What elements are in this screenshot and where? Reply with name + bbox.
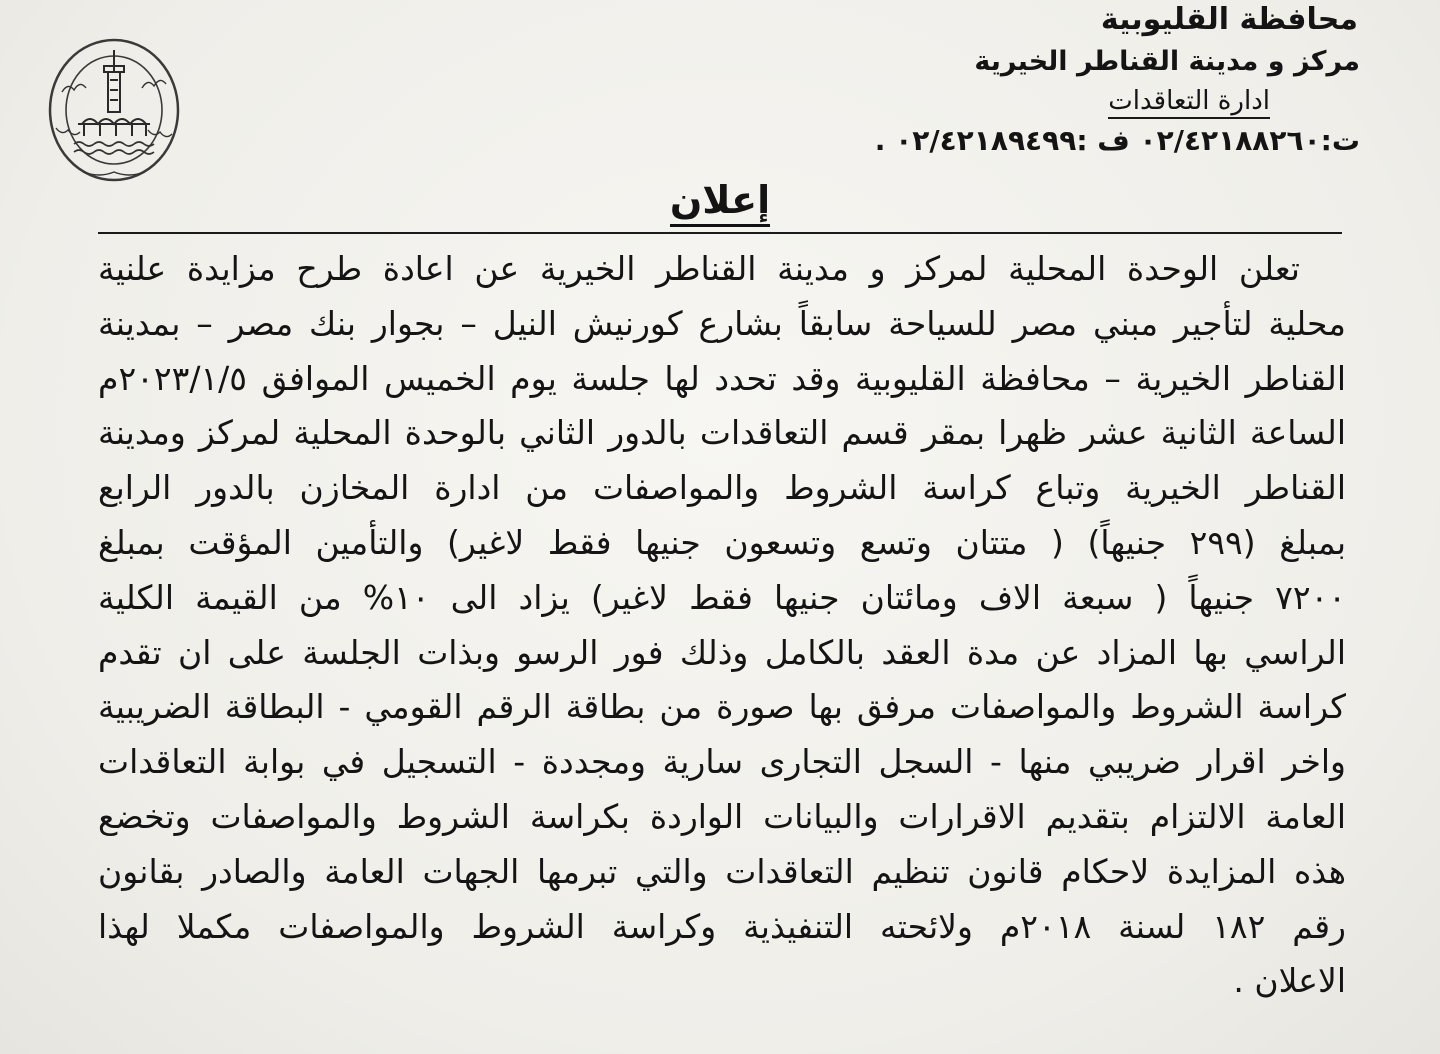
announcement-title [650, 178, 790, 222]
body-line: كراسة الشروط والمواصفات مرفق بها صورة من بطاقة الرقم القومي - البطاقة الضريبية [98, 687, 1346, 727]
announcement-title-text: إعلان [670, 178, 770, 227]
body-line: بمبلغ (٢٩٩ جنيهاً) ( متتان وتسع وتسعون جنيها فقط لاغير) والتأمين المؤقت بمبلغ [98, 522, 1346, 562]
contact-numbers: ت:٠٢/٤٢١٨٨٢٦٠ ف :٠٢/٤٢١٨٩٤٩٩ . [874, 124, 1360, 157]
body-line: الراسي بها المزاد عن مدة العقد بالكامل وذلك فور الرسو وبذات الجلسة على ان تقدم [98, 632, 1346, 672]
governorate-name: محافظة القليوبية [1100, 2, 1358, 37]
department-name: ادارة التعاقدات [1108, 86, 1270, 119]
body-line: رقم ١٨٢ لسنة ٢٠١٨م ولائحته التنفيذية وكراسة الشروط والمواصفات مكملا لهذا [98, 906, 1346, 946]
announcement-body [98, 242, 1346, 1009]
body-line: العامة الالتزام بتقديم الاقرارات والبيانات الواردة بكراسة الشروط والمواصفات وتخضع [98, 796, 1346, 836]
body-line: الساعة الثانية عشر ظهرا بمقر قسم التعاقدات بالدور الثاني بالوحدة المحلية لمركز ومدينة [98, 413, 1346, 453]
seal-emblem-icon [44, 32, 184, 184]
city-name: مركز و مدينة القناطر الخيرية [974, 46, 1360, 77]
body-line: هذه المزايدة لاحكام قانون تنظيم التعاقدات والتي تبرمها الجهات العامة والصادر بقانون [98, 851, 1346, 891]
title-divider [98, 232, 1342, 234]
body-line: واخر اقرار ضريبي منها - السجل التجارى سارية ومجددة - التسجيل في بوابة التعاقدات [98, 742, 1346, 782]
body-line: القناطر الخيرية – محافظة القليوبية وقد تحدد لها جلسة يوم الخميس الموافق ٢٠٢٣/١/٥م [98, 358, 1346, 398]
body-line: الاعلان . [1233, 961, 1346, 1001]
body-line: تعلن الوحدة المحلية لمركز و مدينة القناطر الخيرية عن اعادة طرح مزايدة علنية [98, 249, 1300, 288]
body-line: محلية لتأجير مبني مصر للسياحة سابقاً بشارع كورنيش النيل – بجوار بنك مصر – بمدينة [98, 303, 1346, 343]
body-line: ٧٢٠٠ جنيهاً ( سبعة الاف ومائتان جنيها فقط لاغير) يزاد الى ١٠% من القيمة الكلية [98, 577, 1346, 617]
body-line: القناطر الخيرية وتباع كراسة الشروط والمواصفات من ادارة المخازن بالدور الرابع [98, 468, 1346, 508]
